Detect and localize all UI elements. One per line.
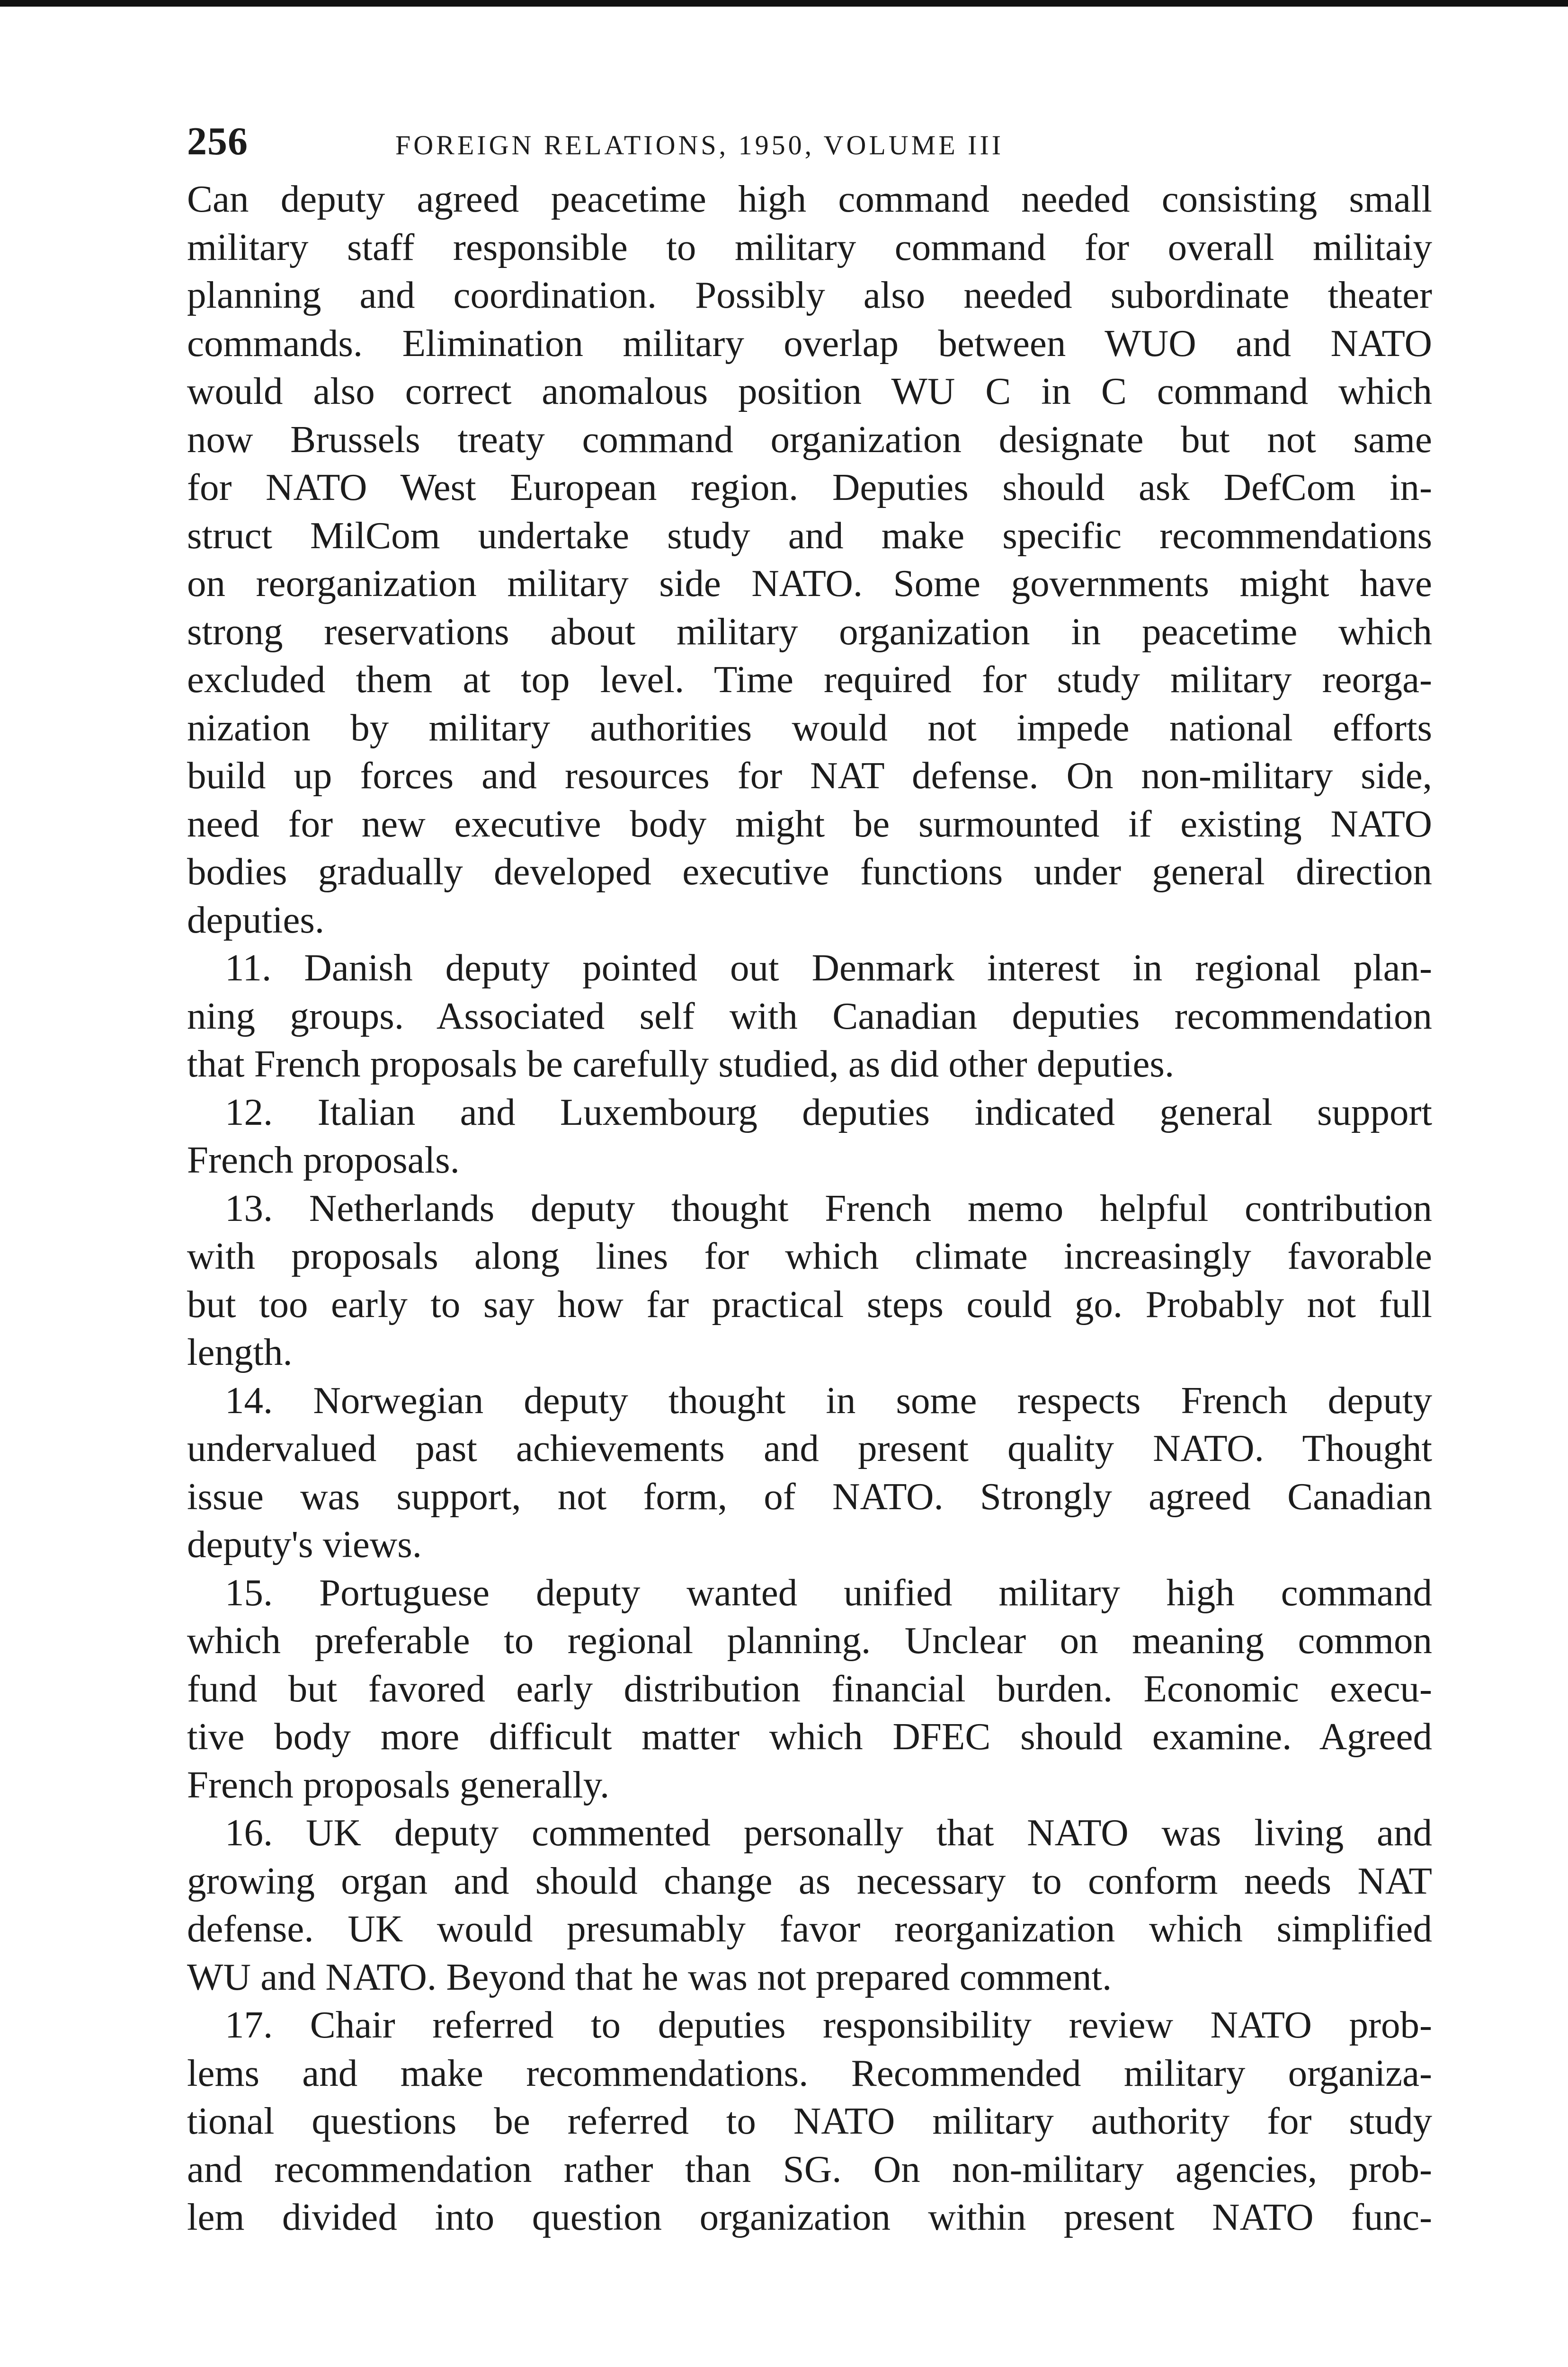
text-line: deputies. bbox=[187, 898, 325, 941]
text-line: tional questions be referred to NATO military authority for study bbox=[187, 2100, 1432, 2142]
text-line: Can deputy agreed peacetime high command needed consisting small bbox=[187, 178, 1432, 220]
text-line: commands. Elimination military overlap between WUO and NATO bbox=[187, 321, 1432, 365]
text-line: 15. Portuguese deputy wanted unified military high command bbox=[225, 1571, 1432, 1614]
text-line: lem divided into question organization within present NATO func- bbox=[187, 2196, 1432, 2238]
text-line: ning groups. Associated self with Canadian deputies recommendation bbox=[187, 994, 1432, 1037]
text-line: build up forces and resources for NAT defense. On non-military side, bbox=[187, 754, 1432, 797]
text-line: struct MilCom undertake study and make specific recommendations bbox=[187, 514, 1432, 557]
paragraph bbox=[187, 1809, 1432, 2001]
text-line: French proposals. bbox=[187, 1139, 460, 1181]
text-line: bodies gradually developed executive functions under general direction bbox=[187, 850, 1432, 893]
text-line: military staff responsible to military command for overall militaiy bbox=[187, 225, 1432, 268]
text-line: but too early to say how far practical steps could go. Probably not full bbox=[187, 1282, 1432, 1326]
text-line: 17. Chair referred to deputies responsibility review NATO prob- bbox=[225, 2003, 1432, 2046]
text-line: with proposals along lines for which climate increasingly favorable bbox=[187, 1235, 1432, 1277]
text-line: excluded them at top level. Time required for study military reorga- bbox=[187, 658, 1432, 701]
text-line: which preferable to regional planning. Unclear on meaning common bbox=[187, 1619, 1432, 1662]
text-line: growing organ and should change as necessary to conform needs NAT bbox=[187, 1859, 1432, 1902]
paragraph bbox=[187, 1088, 1432, 1184]
text-line: 16. UK deputy commented personally that NATO was living and bbox=[225, 1811, 1432, 1854]
running-title: FOREIGN RELATIONS, 1950, VOLUME III bbox=[395, 130, 1004, 160]
text-line: would also correct anomalous position WU C in C command which bbox=[187, 370, 1432, 412]
text-line: nization by military authorities would not impede national efforts bbox=[187, 706, 1432, 749]
text-line: deputy's views. bbox=[187, 1523, 422, 1566]
page-number: 256 bbox=[187, 119, 248, 163]
paragraph bbox=[187, 944, 1432, 1088]
text-line: tive body more difficult matter which DFEC should examine. Agreed bbox=[187, 1715, 1432, 1758]
text-line: lems and make recommendations. Recommended military organiza- bbox=[187, 2051, 1432, 2094]
paragraph bbox=[187, 1569, 1432, 1809]
text-line: and recommendation rather than SG. On non-military agencies, prob- bbox=[187, 2147, 1432, 2190]
text-line: 13. Netherlands deputy thought French memo helpful contribution bbox=[225, 1186, 1432, 1229]
text-line: that French proposals be carefully studied, as did other deputies. bbox=[187, 1042, 1175, 1085]
paragraph bbox=[187, 175, 1432, 944]
text-line: French proposals generally. bbox=[187, 1763, 610, 1806]
text-line: 11. Danish deputy pointed out Denmark interest in regional plan- bbox=[225, 946, 1432, 989]
text-line: fund but favored early distribution financial burden. Economic execu- bbox=[187, 1667, 1432, 1710]
text-line: strong reservations about military organization in peacetime which bbox=[187, 610, 1432, 653]
text-line: on reorganization military side NATO. Some governments might have bbox=[187, 562, 1432, 605]
paragraph bbox=[187, 1377, 1432, 1569]
text-line: planning and coordination. Possibly also needed subordinate theater bbox=[187, 274, 1432, 316]
top-border bbox=[0, 0, 1568, 7]
body-text bbox=[187, 175, 1432, 2242]
text-line: for NATO West European region. Deputies should ask DefCom in- bbox=[187, 466, 1432, 508]
text-line: length. bbox=[187, 1331, 293, 1373]
document-page bbox=[187, 118, 1432, 2242]
text-line: issue was support, not form, of NATO. Strongly agreed Canadian bbox=[187, 1475, 1432, 1518]
text-line: need for new executive body might be surmounted if existing NATO bbox=[187, 802, 1432, 845]
text-line: WU and NATO. Beyond that he was not prepared comment. bbox=[187, 1955, 1112, 1998]
text-line: now Brussels treaty command organization designate but not same bbox=[187, 418, 1432, 461]
text-line: 14. Norwegian deputy thought in some respects French deputy bbox=[225, 1379, 1432, 1422]
text-line: 12. Italian and Luxembourg deputies indicated general support bbox=[225, 1090, 1432, 1133]
page-header bbox=[187, 118, 1432, 175]
text-line: defense. UK would presumably favor reorganization which simplified bbox=[187, 1907, 1432, 1950]
paragraph bbox=[187, 2001, 1432, 2242]
text-line: undervalued past achievements and present quality NATO. Thought bbox=[187, 1427, 1432, 1469]
paragraph bbox=[187, 1184, 1432, 1377]
